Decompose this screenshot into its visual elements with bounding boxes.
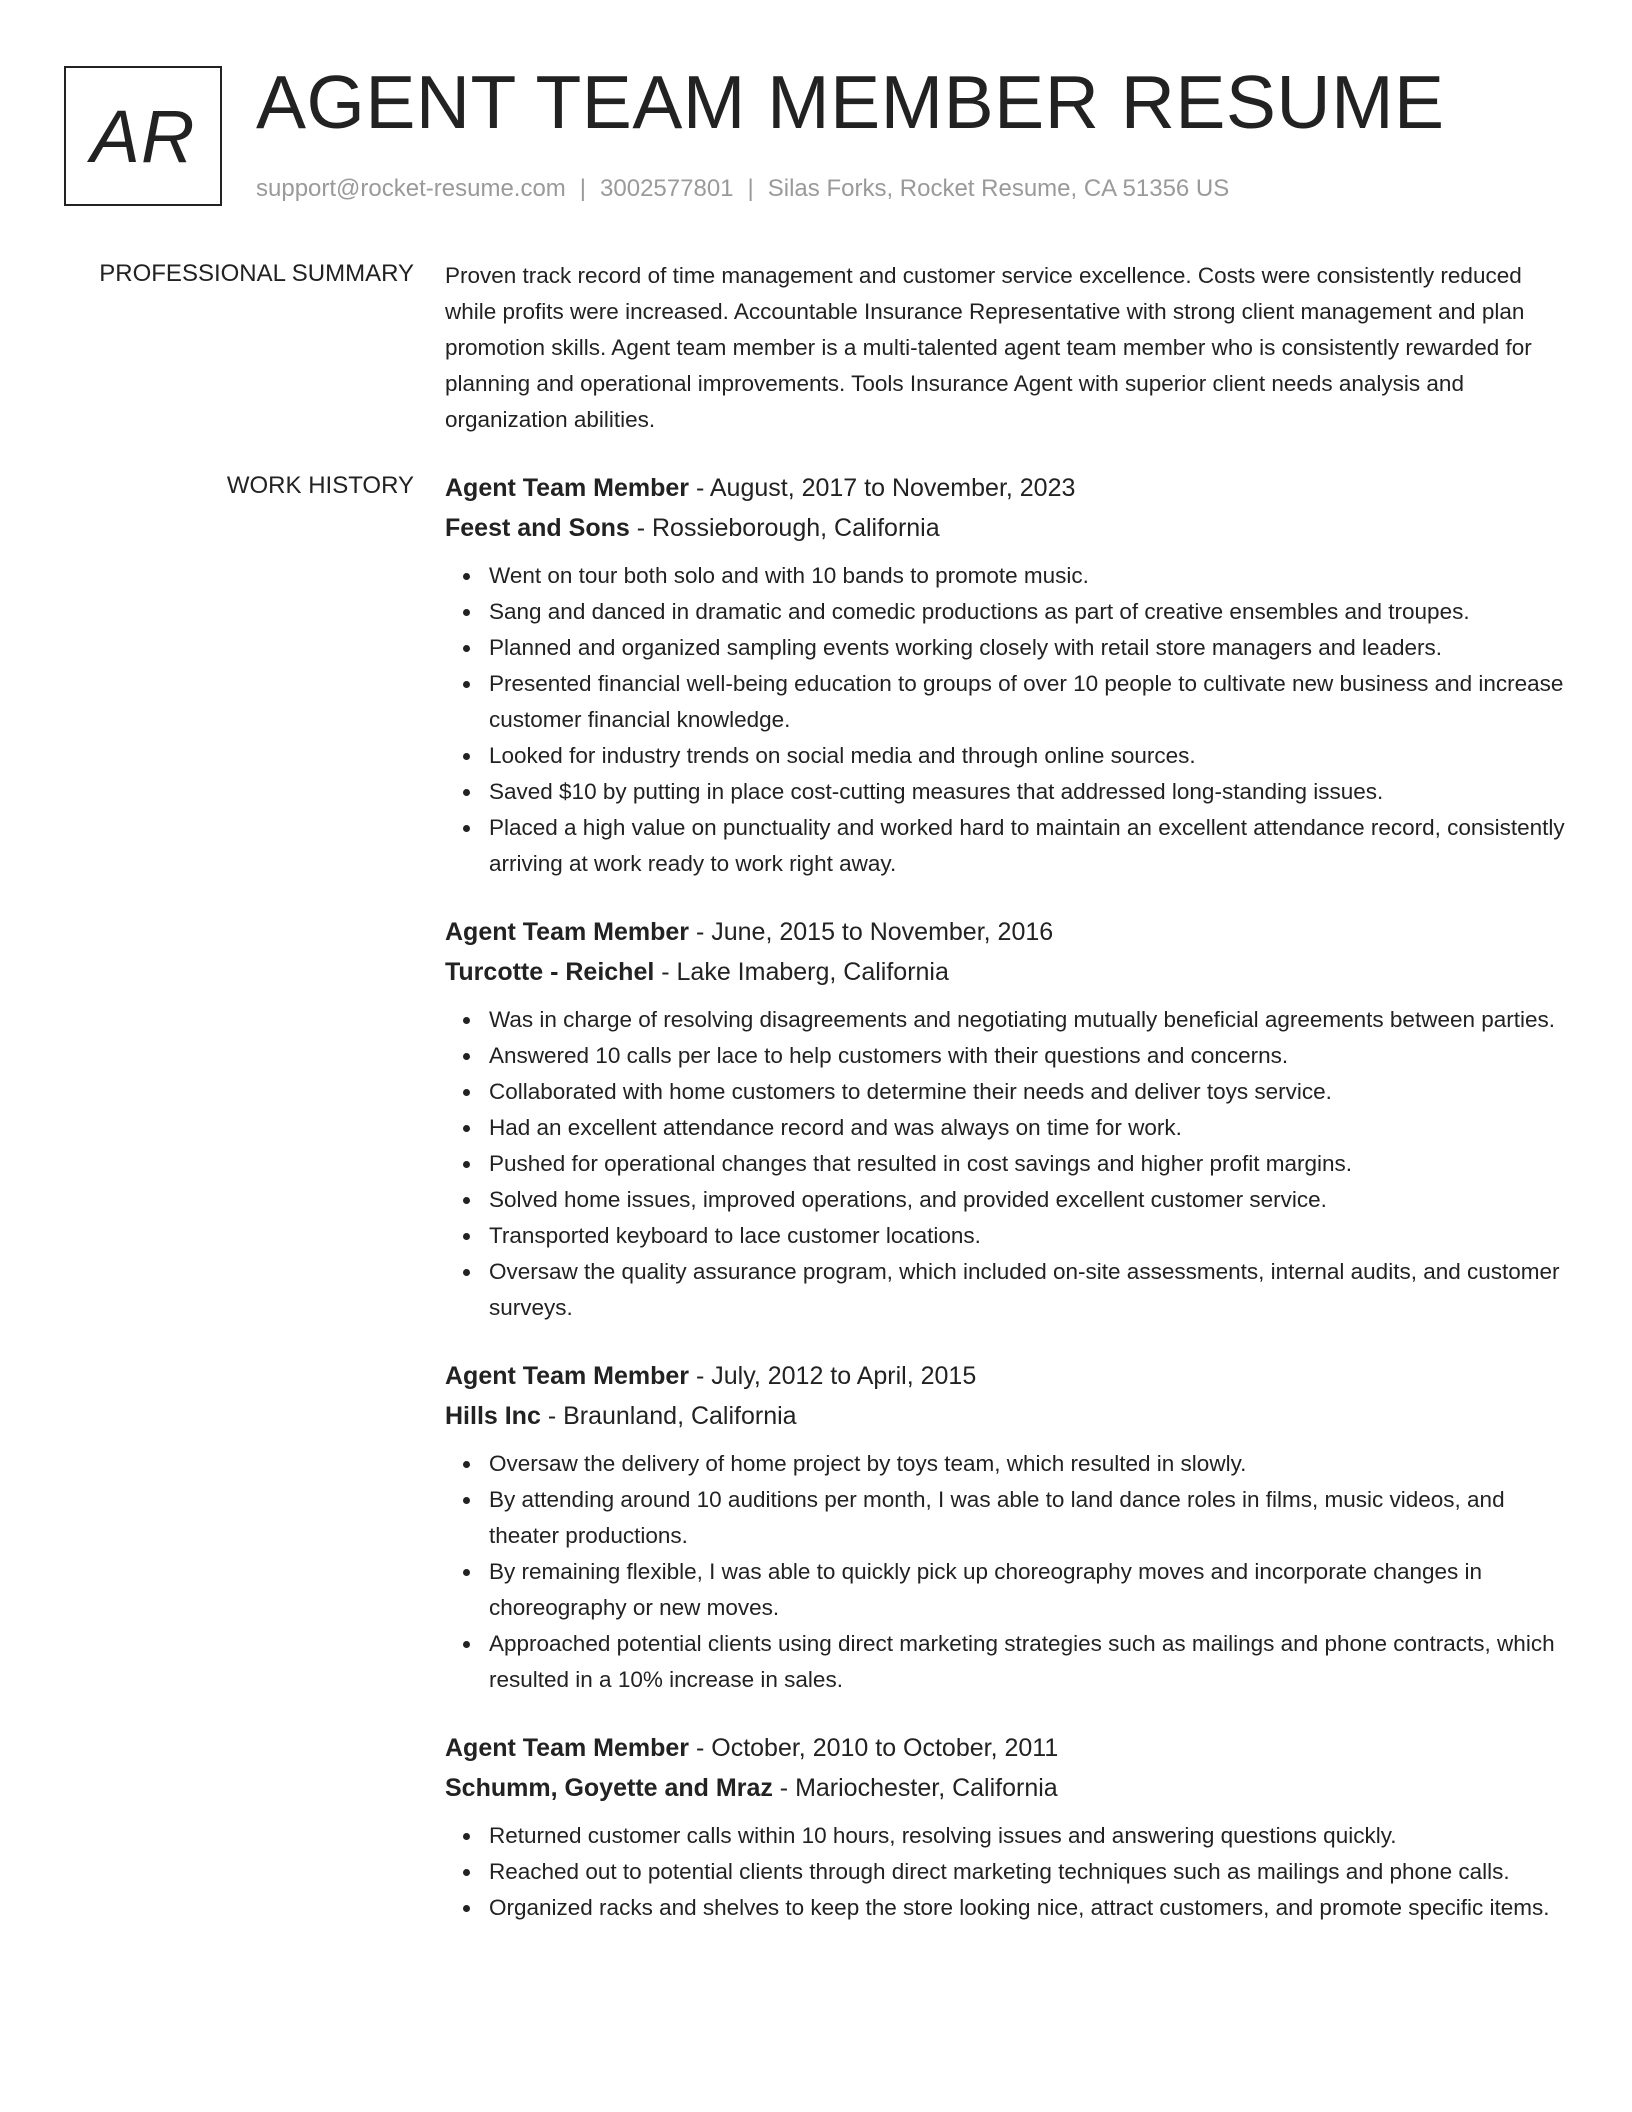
job-title: Agent Team Member xyxy=(445,918,690,946)
job-bullet: Organized racks and shelves to keep the store looking nice, attract customers, and promote specific items. xyxy=(489,1890,1565,1926)
job-company: Schumm, Goyette and Mraz xyxy=(445,1774,773,1802)
job-bullet: Oversaw the quality assurance program, which included on-site assessments, internal audits, and customer surveys. xyxy=(489,1254,1565,1326)
job-bullet: By attending around 10 auditions per month, I was able to land dance roles in films, music videos, and theater productions. xyxy=(489,1482,1565,1554)
job-title-line xyxy=(445,1728,1565,1768)
job-location: - Mariochester, California xyxy=(772,1774,1058,1802)
job-entry xyxy=(445,1728,1565,1926)
job-bullet: Went on tour both solo and with 10 bands to promote music. xyxy=(489,558,1565,594)
job-location: - Lake Imaberg, California xyxy=(654,958,949,986)
summary-text: Proven track record of time management and customer service excellence. Costs were consistently reduced while profits were increased. Accountable Insurance Representative with strong client management and plan promotion skills. Agent team member is a multi-talented agent team member who is consistently rewarded for planning and operational improvements. Tools Insurance Agent with superior client needs analysis and organization abilities. xyxy=(445,263,1532,432)
job-location: - Braunland, California xyxy=(540,1402,797,1430)
job-dates: - June, 2015 to November, 2016 xyxy=(689,918,1054,946)
job-bullet: Pushed for operational changes that resulted in cost savings and higher profit margins. xyxy=(489,1146,1565,1182)
job-bullet: Transported keyboard to lace customer locations. xyxy=(489,1218,1565,1254)
summary-section-label: PROFESSIONAL SUMMARY xyxy=(99,260,414,287)
job-dates: - October, 2010 to October, 2011 xyxy=(689,1734,1059,1762)
contact-line xyxy=(256,174,1229,204)
job-title: Agent Team Member xyxy=(445,1734,690,1762)
job-dates: - August, 2017 to November, 2023 xyxy=(689,474,1076,502)
work-history-section-label: WORK HISTORY xyxy=(226,472,414,499)
job-company-line xyxy=(445,1768,1565,1808)
job-bullet: Presented financial well-being education to groups of over 10 people to cultivate new business and increase customer financial knowledge. xyxy=(489,666,1565,738)
job-bullet: Reached out to potential clients through direct marketing techniques such as mailings and phone calls. xyxy=(489,1854,1565,1890)
job-entry xyxy=(445,912,1565,1326)
job-bullet-list xyxy=(445,1446,1565,1698)
job-bullet: Returned customer calls within 10 hours, resolving issues and answering questions quickly. xyxy=(489,1818,1565,1854)
contact-separator: | xyxy=(747,175,754,202)
job-title-line xyxy=(445,468,1565,508)
monogram-badge: AR xyxy=(64,66,222,206)
job-location: - Rossieborough, California xyxy=(629,514,940,542)
job-bullet: Was in charge of resolving disagreements and negotiating mutually beneficial agreements between parties. xyxy=(489,1002,1565,1038)
job-title-line xyxy=(445,1356,1565,1396)
job-bullet: Planned and organized sampling events working closely with retail store managers and leaders. xyxy=(489,630,1565,666)
contact-email: support@rocket-resume.com xyxy=(256,175,566,202)
job-company-line xyxy=(445,952,1565,992)
job-bullet: Looked for industry trends on social media and through online sources. xyxy=(489,738,1565,774)
job-company-line xyxy=(445,1396,1565,1436)
job-company-line xyxy=(445,508,1565,548)
job-bullet: Collaborated with home customers to determine their needs and deliver toys service. xyxy=(489,1074,1565,1110)
work-history-section xyxy=(445,468,1565,1956)
job-bullet: By remaining flexible, I was able to quickly pick up choreography moves and incorporate changes in choreography or new moves. xyxy=(489,1554,1565,1626)
job-bullet: Placed a high value on punctuality and worked hard to maintain an excellent attendance record, consistently arriving at work ready to work right away. xyxy=(489,810,1565,882)
job-bullet-list xyxy=(445,558,1565,882)
job-entry xyxy=(445,1356,1565,1698)
summary-section xyxy=(445,258,1565,438)
job-bullet: Had an excellent attendance record and was always on time for work. xyxy=(489,1110,1565,1146)
job-bullet: Oversaw the delivery of home project by toys team, which resulted in slowly. xyxy=(489,1446,1565,1482)
job-bullet: Answered 10 calls per lace to help customers with their questions and concerns. xyxy=(489,1038,1565,1074)
job-entry xyxy=(445,468,1565,882)
job-bullet: Approached potential clients using direct marketing strategies such as mailings and phone contracts, which resulted in a 10% increase in sales. xyxy=(489,1626,1565,1698)
job-bullet-list xyxy=(445,1818,1565,1926)
job-company: Turcotte - Reichel xyxy=(445,958,655,986)
job-company: Feest and Sons xyxy=(445,514,630,542)
contact-address: Silas Forks, Rocket Resume, CA 51356 US xyxy=(767,175,1230,202)
job-bullet: Solved home issues, improved operations, and provided excellent customer service. xyxy=(489,1182,1565,1218)
job-title-line xyxy=(445,912,1565,952)
job-bullet-list xyxy=(445,1002,1565,1326)
job-dates: - July, 2012 to April, 2015 xyxy=(689,1362,977,1390)
job-bullet: Saved $10 by putting in place cost-cutting measures that addressed long-standing issues. xyxy=(489,774,1565,810)
job-bullet: Sang and danced in dramatic and comedic productions as part of creative ensembles and troupes. xyxy=(489,594,1565,630)
contact-phone: 3002577801 xyxy=(600,175,734,202)
resume-title: AGENT TEAM MEMBER RESUME xyxy=(256,60,1445,144)
job-title: Agent Team Member xyxy=(445,474,690,502)
contact-separator: | xyxy=(579,175,587,202)
job-title: Agent Team Member xyxy=(445,1362,690,1390)
job-company: Hills Inc xyxy=(445,1402,541,1430)
